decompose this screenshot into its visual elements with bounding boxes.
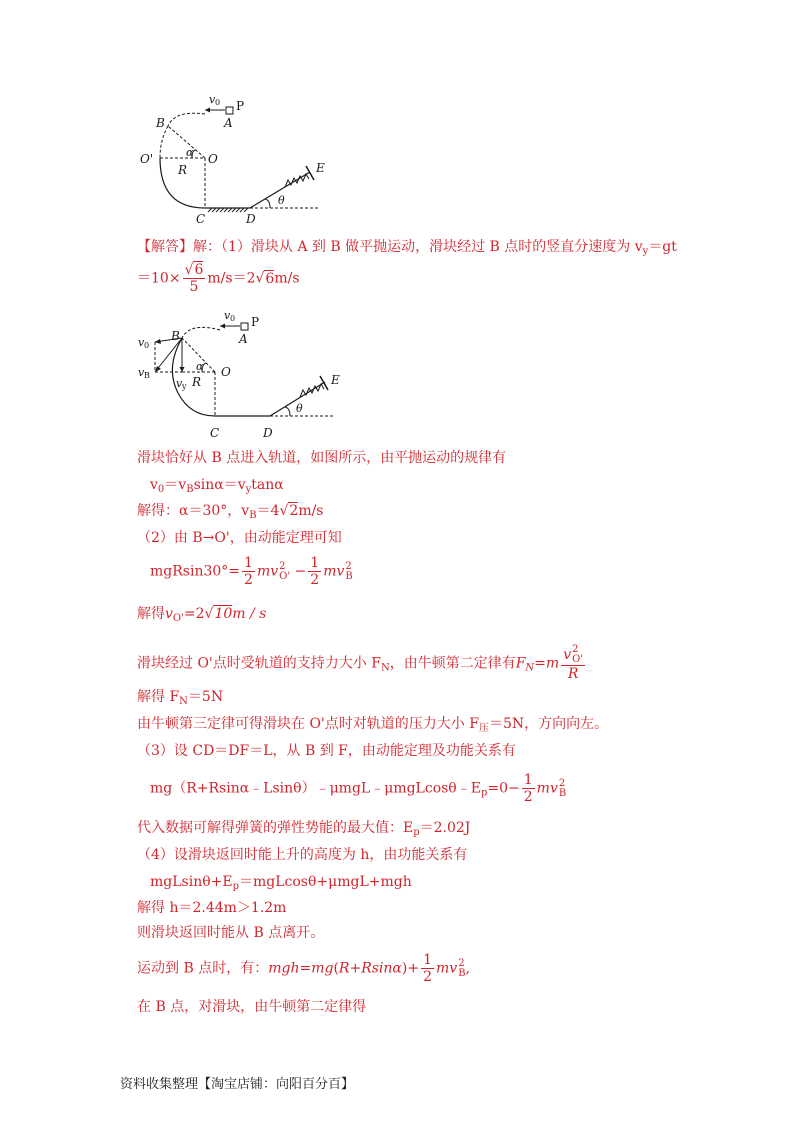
- answer-line-13: $mg(R+Rsin\alpha﹣Lsin\theta)﹣\mu mgL﹣\mu mgLcos\theta﹣E_p=0-$ $\frac{1}{2}$ mv 2 B: [150, 772, 567, 805]
- answer-line-8: 解得$v_{O'}=2√10m / s$: [137, 606, 267, 624]
- answer-line-6: （2）由 B→O'，由动能定理可知: [137, 530, 342, 546]
- label-D: D: [263, 426, 273, 440]
- label-alpha: α: [186, 146, 194, 159]
- label-E: E: [331, 373, 340, 387]
- label-C: C: [210, 426, 220, 440]
- answer-line-18: 则滑块返回时能从 B 点离开。: [137, 925, 325, 941]
- label-D: D: [246, 212, 256, 226]
- label-O: O: [208, 152, 218, 166]
- answer-line-10: 解得 $F_N=5N$: [137, 689, 224, 707]
- label-v0-sub: 0: [215, 98, 221, 107]
- answer-line-15: （4）设滑块返回时能上升的高度为 h，由功能关系有: [137, 847, 468, 863]
- label-theta: θ: [296, 402, 303, 415]
- answer-line-20: 在 B 点，对滑块，由牛顿第二定律得: [137, 999, 367, 1015]
- label-vy: v: [176, 377, 183, 390]
- footer-note: 资料收集整理【淘宝店铺：向阳百分百】: [120, 1077, 355, 1092]
- answer-line-2: ＝10× $\frac{√6}{5}$ m/s＝2√6m/s: [137, 262, 300, 295]
- answer-line-16: $mgLsin\theta+E_p=mgLcos\theta+\mu mgL+mgh$: [150, 874, 412, 892]
- answer-line-7: mgRsin30°= $\frac{1}{2}$ mv 2 O' − $\frac{1}{2}$ mv 2 B: [150, 555, 353, 588]
- label-C: C: [196, 212, 206, 226]
- label-v0-top-sub: 0: [230, 314, 236, 323]
- answer-line-19: 运动到 B 点时，有：mgh=mg(R+Rsinα)+ $\frac{1}{2}$ mv 2 B ,: [137, 952, 471, 985]
- answer-line-1: 【解答】解：（1）滑块从 A 到 B 做平抛运动，滑块经过 B 点时的竖直分速度为 $v_y=gt$: [137, 239, 677, 257]
- label-R: R: [178, 163, 188, 177]
- figure-2-diagram: [130, 308, 340, 443]
- label-R: R: [192, 375, 202, 389]
- label-O: O: [221, 365, 231, 379]
- label-vB-sub: B: [144, 371, 150, 380]
- label-P: P: [251, 315, 260, 329]
- label-B: B: [156, 116, 165, 130]
- label-E: E: [316, 161, 325, 175]
- label-v0: v: [209, 93, 216, 106]
- answer-line-5: 解得：α＝30°，$v_B=4√2m/s$: [137, 503, 324, 521]
- label-P: P: [236, 99, 245, 113]
- label-vB: v: [138, 366, 145, 379]
- answer-line-17: 解得 h＝2.44m＞1.2m: [137, 900, 287, 916]
- figure-1-diagram: [130, 90, 330, 230]
- answer-line-14: 代入数据可解得弹簧的弹性势能的最大值：$E_p=2.02J$: [137, 820, 471, 838]
- answer-line-9: 滑块经过 O'点时受轨道的支持力大小 $F_N$，由牛顿第二定律有$F_N=m$ v 2 O' R: [137, 644, 584, 682]
- label-theta: θ: [278, 194, 285, 207]
- label-Oprime: O': [140, 152, 154, 166]
- label-v0-left: v: [138, 336, 145, 349]
- label-B: B: [171, 329, 180, 343]
- label-A: A: [239, 332, 248, 346]
- label-alpha: α: [196, 360, 204, 373]
- answer-tag: 【解答】: [137, 239, 193, 255]
- label-v0-left-sub: 0: [144, 341, 150, 350]
- answer-line-4: $v_0=v_B\sin\alpha=v_y\tan\alpha$: [150, 477, 284, 495]
- label-vy-sub: y: [182, 382, 187, 391]
- label-v0-top: v: [224, 309, 231, 322]
- label-A: A: [224, 116, 233, 130]
- answer-line-12: （3）设 CD＝DF＝L，从 B 到 F，由动能定理及功能关系有: [137, 743, 516, 759]
- answer-line-11: 由牛顿第三定律可得滑块在 O'点时对轨道的压力大小 $F_压=5N$，方向向左。: [137, 716, 609, 734]
- answer-line-3: 滑块恰好从 B 点进入轨道，如图所示，由平抛运动的规律有: [137, 450, 507, 466]
